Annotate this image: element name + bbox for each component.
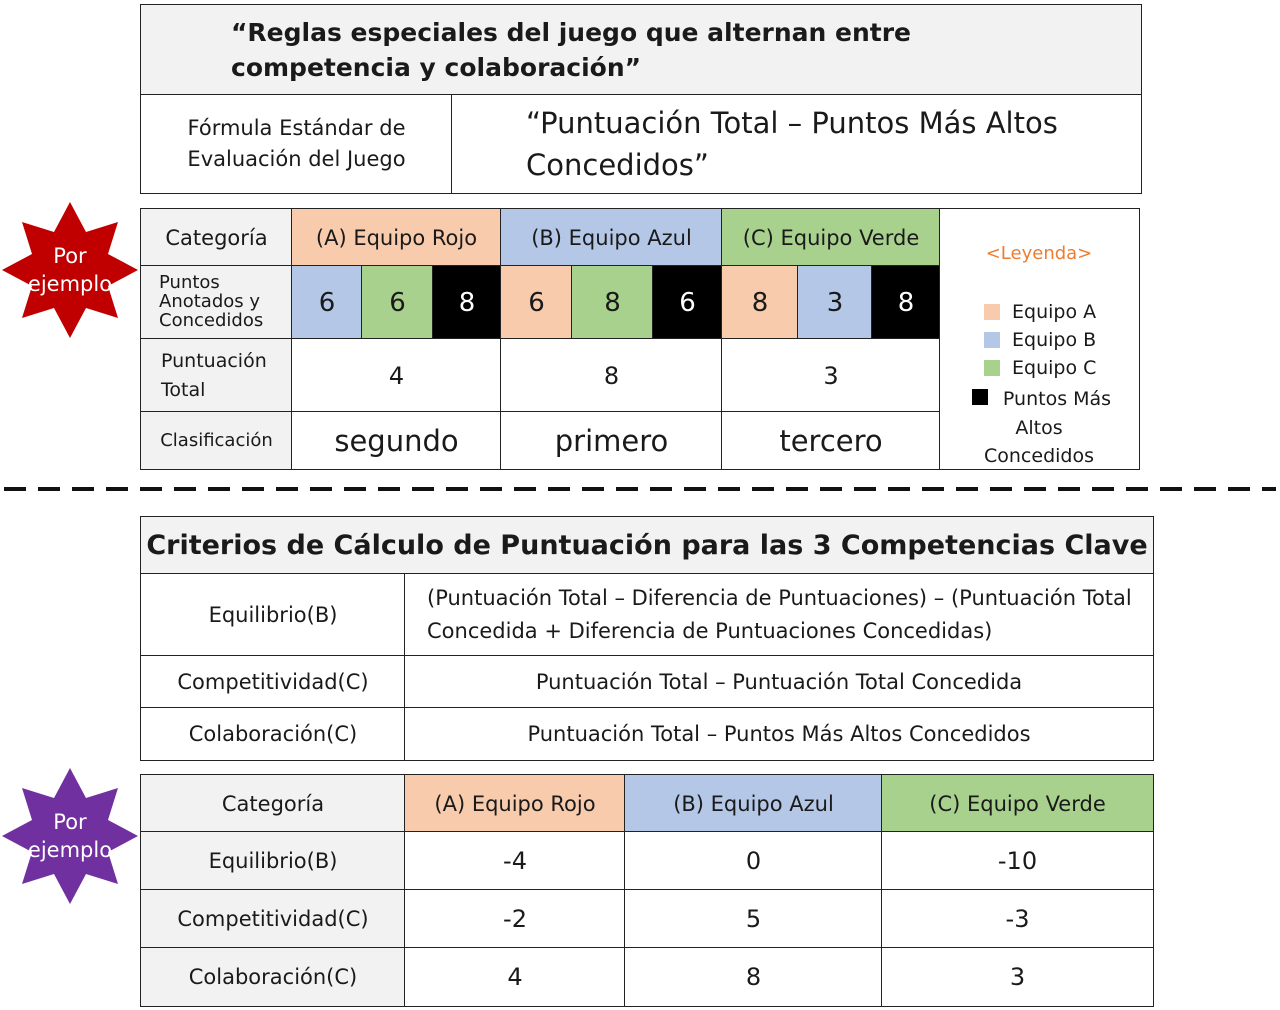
criteria-name: Equilibrio(B)	[140, 573, 406, 657]
points-cell: 3	[797, 265, 873, 340]
criteria-name: Colaboración(C)	[140, 707, 406, 761]
results-row-name: Competitividad(C)	[140, 889, 406, 949]
results-value: 8	[624, 947, 883, 1007]
results-value: 0	[624, 831, 883, 891]
criteria-formula: Puntuación Total – Puntuación Total Concedida	[404, 655, 1154, 709]
points-cell: 6	[500, 265, 573, 340]
legend-swatch	[984, 332, 1000, 348]
example-team-blue: (B) Equipo Azul	[500, 208, 723, 267]
points-cell: 6	[361, 265, 434, 340]
example-badge-label: Por ejemplo	[27, 243, 113, 296]
points-label: Puntos Anotados y Concedidos	[140, 265, 293, 340]
formula-value-cell	[451, 94, 1142, 194]
points-cell-highest: 6	[652, 265, 723, 340]
results-value: 4	[404, 947, 626, 1007]
results-value: -4	[404, 831, 626, 891]
legend-item-b: Equipo B	[984, 329, 1096, 351]
criteria-name: Competitividad(C)	[140, 655, 406, 709]
section-divider	[0, 486, 1280, 492]
legend-title: <Leyenda>	[985, 243, 1093, 264]
example-badge-label: Por ejemplo	[27, 809, 113, 862]
example-team-green: (C) Equipo Verde	[721, 208, 941, 267]
example-category-header: Categoría	[140, 208, 293, 267]
rank-label: Clasificación	[140, 411, 293, 470]
total-value: 3	[721, 338, 941, 413]
rank-value: primero	[500, 411, 723, 470]
total-value: 8	[500, 338, 723, 413]
formula-label-cell	[140, 94, 453, 194]
total-label: Puntuación Total	[140, 338, 293, 413]
rules-title-box	[140, 4, 1142, 96]
example-badge-purple	[0, 766, 140, 906]
rank-value: tercero	[721, 411, 941, 470]
legend-item-highest: Puntos Más Altos Concedidos	[948, 385, 1114, 471]
results-row-name: Colaboración(C)	[140, 947, 406, 1007]
results-value: 5	[624, 889, 883, 949]
results-value: 3	[881, 947, 1154, 1007]
results-category-header: Categoría	[140, 774, 406, 833]
points-cell-highest: 8	[871, 265, 941, 340]
results-value: -10	[881, 831, 1154, 891]
legend-item-a: Equipo A	[984, 301, 1096, 323]
formula-label: Fórmula Estándar de Evaluación del Juego	[187, 115, 406, 171]
points-cell: 8	[721, 265, 799, 340]
points-cell: 8	[571, 265, 654, 340]
results-value: -2	[404, 889, 626, 949]
results-team-blue: (B) Equipo Azul	[624, 774, 883, 833]
legend-box	[939, 208, 1140, 470]
results-row-name: Equilibrio(B)	[140, 831, 406, 891]
results-value: -3	[881, 889, 1154, 949]
criteria-title: Criterios de Cálculo de Puntuación para las 3 Competencias Clave	[140, 516, 1154, 575]
total-value: 4	[291, 338, 502, 413]
rules-title: “Reglas especiales del juego que alternan entre competencia y colaboración”	[231, 18, 912, 82]
criteria-formula: (Puntuación Total – Diferencia de Puntuaciones) – (Puntuación Total Concedida + Diferencia de Puntuaciones Concedidas)	[404, 573, 1154, 657]
points-cell: 6	[291, 265, 363, 340]
legend-item-c: Equipo C	[984, 357, 1096, 379]
legend-swatch	[984, 304, 1000, 320]
results-team-red: (A) Equipo Rojo	[404, 774, 626, 833]
results-team-green: (C) Equipo Verde	[881, 774, 1154, 833]
criteria-formula: Puntuación Total – Puntos Más Altos Concedidos	[404, 707, 1154, 761]
rank-value: segundo	[291, 411, 502, 470]
points-cell-highest: 8	[432, 265, 502, 340]
formula-value: “Puntuación Total – Puntos Más Altos Concedidos”	[526, 105, 1058, 182]
example-team-red: (A) Equipo Rojo	[291, 208, 502, 267]
legend-swatch	[984, 360, 1000, 376]
example-badge-red	[0, 200, 140, 340]
